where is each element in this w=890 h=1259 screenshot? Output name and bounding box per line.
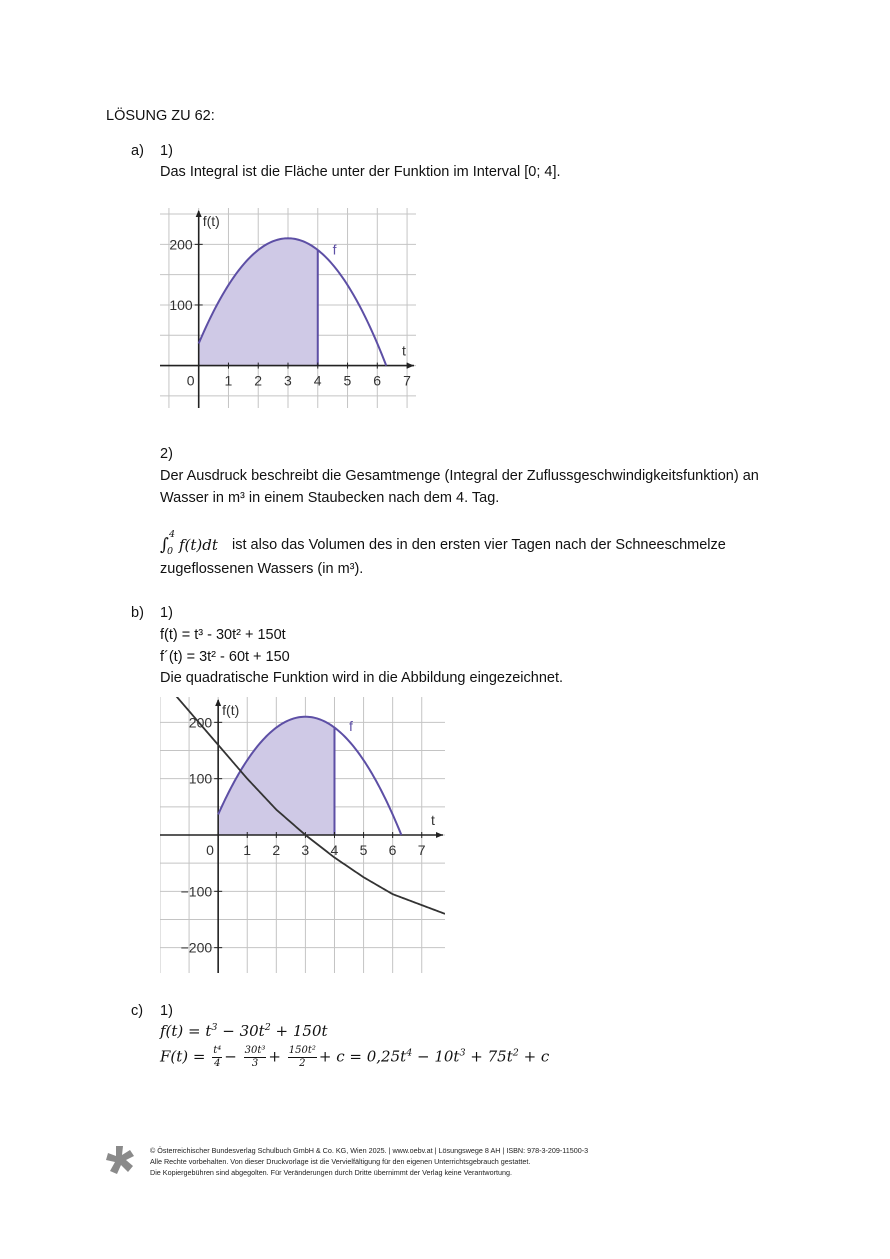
page-heading: LÖSUNG ZU 62: bbox=[106, 108, 215, 124]
part-a-2-line2: Wasser in m³ in einem Staubecken nach dem 4. Tag. bbox=[160, 490, 500, 506]
integral-expression: f(t)dt bbox=[179, 536, 218, 554]
x-tick-label: 6 bbox=[388, 842, 397, 858]
x-tick-label: 4 bbox=[313, 372, 322, 389]
part-c-label: c) bbox=[131, 1003, 144, 1019]
x-tick-label: 3 bbox=[301, 842, 310, 858]
x-axis-arrow bbox=[407, 363, 414, 369]
x-tick-label: 0 bbox=[206, 842, 214, 858]
part-c-1-number: 1) bbox=[160, 1003, 173, 1019]
part-a-1-text: Das Integral ist die Fläche unter der Funktion im Interval [0; 4]. bbox=[160, 164, 561, 180]
chart-1 bbox=[160, 208, 416, 408]
part-a-label: a) bbox=[131, 143, 144, 159]
publisher-logo-icon bbox=[104, 1144, 136, 1176]
fraction-1: $\frac{\text{t⁴}}{4}$ bbox=[213, 1045, 222, 1069]
footer-line-1: © Österreichischer Bundesverlag Schulbuch GmbH & Co. KG, Wien 2025. | www.oebv.at | Lösungswege 8 AH | ISBN: 978-3-209-11500-3 bbox=[150, 1146, 589, 1155]
part-a-2-line1: Der Ausdruck beschreibt die Gesamtmenge (Integral der Zuflussgeschwindigkeitsfunktion) an bbox=[160, 468, 759, 484]
x-tick-label: 3 bbox=[284, 372, 292, 389]
y-tick-label: 200 bbox=[188, 714, 213, 731]
x-axis-label: t bbox=[402, 342, 406, 359]
chart-2 bbox=[160, 697, 445, 973]
x-tick-label: 5 bbox=[359, 842, 368, 858]
part-b-1-text: Die quadratische Funktion wird in die Abbildung eingezeichnet. bbox=[160, 670, 564, 686]
x-tick-label: 6 bbox=[373, 372, 382, 389]
part-a-2-line4: zugeflossenen Wassers (in m³). bbox=[160, 561, 364, 577]
equation-f: $f(t) = t^3 - 30t^2 + 150t$ bbox=[160, 1022, 328, 1040]
x-axis-label: t bbox=[431, 812, 435, 828]
equation-F: F(t) = $\frac{\text{t⁴}}{4}$ − $\frac{\text{30t³}}{3}$ + $\frac{\text{150t²}}{2}$ + $c = 0,25t^4 - 10t^3 + 75t^2 + c$ bbox=[160, 1045, 550, 1069]
function-f-derivative: f´(t) = 3t² - 60t + 150 bbox=[160, 649, 290, 665]
part-a-1-number: 1) bbox=[160, 143, 173, 159]
x-axis-arrow bbox=[436, 832, 443, 838]
x-tick-label: 7 bbox=[417, 842, 426, 858]
integral-lower: 0 bbox=[167, 546, 174, 557]
y-axis-arrow bbox=[196, 210, 202, 217]
y-tick-label: 200 bbox=[169, 236, 193, 253]
fraction-2: $\frac{\text{30t³}}{3}$ bbox=[244, 1045, 266, 1069]
part-a-2-line3: ist also das Volumen des in den ersten vier Tagen nach der Schneeschmelze bbox=[232, 537, 726, 553]
part-a-2-number: 2) bbox=[160, 446, 173, 462]
curve-f-label: f bbox=[349, 718, 353, 735]
integral-sign: ∫ bbox=[160, 535, 169, 555]
x-tick-label: 1 bbox=[243, 842, 252, 858]
y-axis-arrow bbox=[215, 699, 221, 706]
function-f: f(t) = t³ - 30t² + 150t bbox=[160, 627, 286, 643]
footer-line-2: Alle Rechte vorbehalten. Von dieser Druckvorlage ist die Vervielfältigung für den eigenen Unterrichtsgebrauch gestattet. bbox=[150, 1157, 531, 1166]
x-tick-label: 1 bbox=[224, 372, 233, 389]
y-tick-label: 100 bbox=[169, 296, 193, 313]
shaded-area bbox=[218, 717, 334, 835]
fraction-3: $\frac{\text{150t²}}{2}$ bbox=[288, 1045, 316, 1069]
y-tick-label: −100 bbox=[180, 883, 213, 900]
shaded-area bbox=[199, 238, 318, 365]
part-b-label: b) bbox=[131, 605, 144, 621]
integral-upper: 4 bbox=[169, 529, 176, 540]
footer-line-3: Die Kopiergebühren sind abgegolten. Für Veränderungen durch Dritte übernimmt der Verlag keine Verantwortung. bbox=[150, 1168, 512, 1177]
x-tick-label: 2 bbox=[272, 842, 281, 858]
x-tick-label: 4 bbox=[330, 842, 339, 858]
curve-f-label: f bbox=[332, 241, 337, 258]
x-tick-label: 0 bbox=[186, 372, 195, 389]
part-b-1-number: 1) bbox=[160, 605, 173, 621]
x-tick-label: 5 bbox=[343, 372, 352, 389]
y-tick-label: 100 bbox=[188, 770, 213, 787]
y-axis-label: f(t) bbox=[222, 702, 240, 718]
x-tick-label: 7 bbox=[403, 372, 411, 389]
y-axis-label: f(t) bbox=[202, 213, 220, 229]
y-tick-label: −200 bbox=[180, 939, 213, 956]
x-tick-label: 2 bbox=[254, 372, 263, 389]
